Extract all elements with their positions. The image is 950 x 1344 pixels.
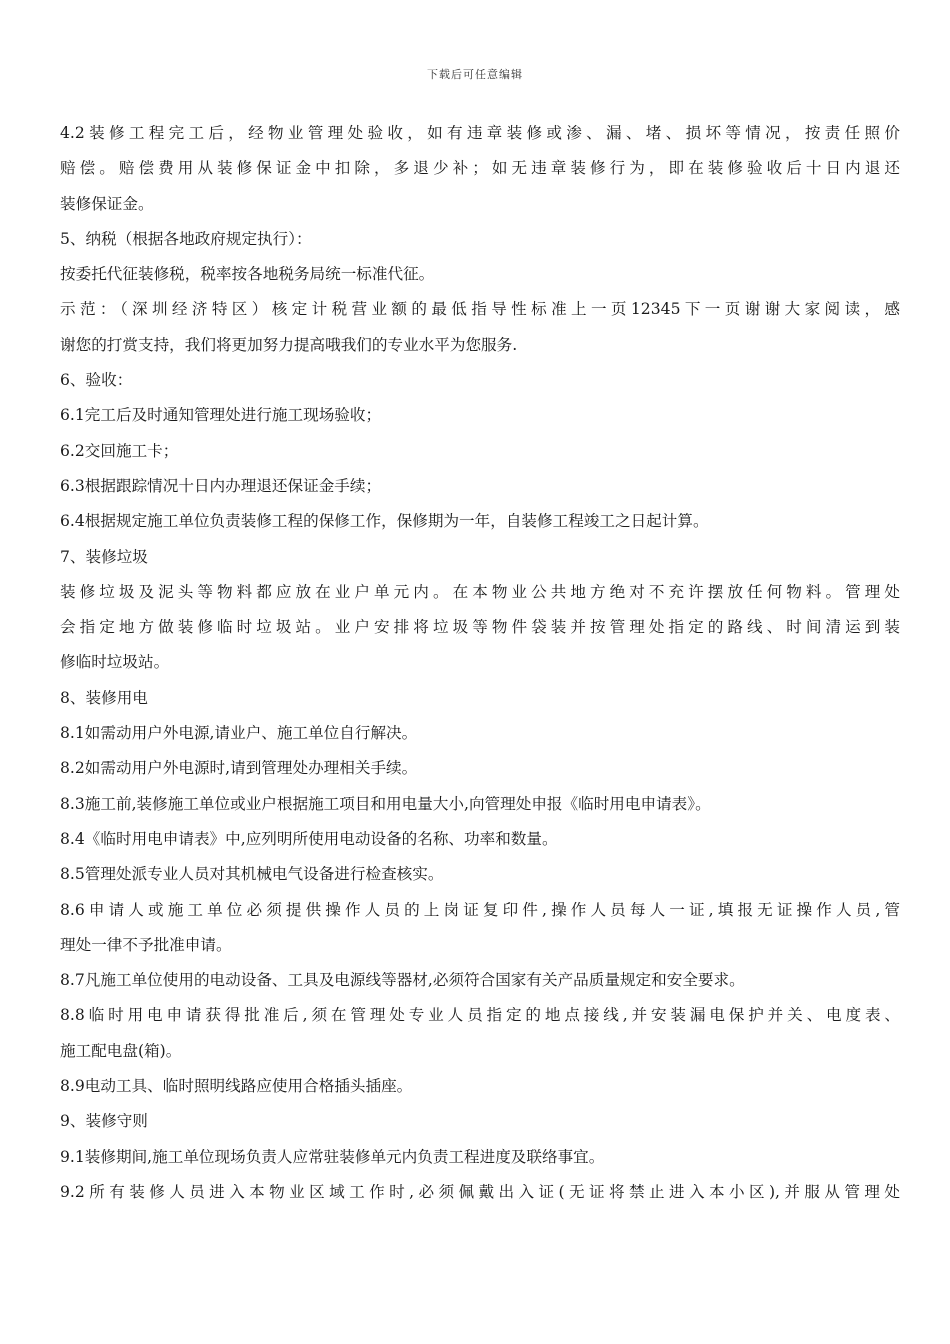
paragraph-line: 8.2如需动用户外电源时,请到管理处办理相关手续。 (60, 759, 418, 778)
paragraph-line: 8.6申请人或施工单位必须提供操作人员的上岗证复印件,操作人员每人一证,填报无证操作人员,管 (60, 900, 900, 919)
page-header-note: 下载后可任意编辑 (427, 68, 523, 81)
paragraph-line: 8.8临时用电申请获得批准后,须在管理处专业人员指定的地点接线,并安装漏电保护并关、电度表、 (60, 1006, 900, 1025)
paragraph-line: 8.1如需动用户外电源,请业户、施工单位自行解决。 (60, 724, 418, 743)
paragraph-line: 示范：（深圳经济特区）核定计税营业额的最低指导性标准上一页12345下一页谢谢大家阅读，感 (60, 300, 900, 319)
paragraph-line: 6.3根据跟踪情况十日内办理退还保证金手续； (60, 476, 382, 495)
paragraph-line: 6.1完工后及时通知管理处进行施工现场验收； (60, 406, 382, 425)
paragraph-line: 8.5管理处派专业人员对其机械电气设备进行检查核实。 (60, 865, 444, 884)
paragraph-line: 按委托代征装修税，税率按各地税务局统一标准代征。 (60, 265, 435, 284)
section-heading: 6、验收： (60, 371, 133, 390)
paragraph-line: 装修垃圾及泥头等物料都应放在业户单元内。在本物业公共地方绝对不充许摆放任何物料。管理处 (60, 582, 900, 601)
section-heading: 5、纳税（根据各地政府规定执行）： (60, 229, 312, 248)
section-heading: 7、装修垃圾 (60, 547, 148, 566)
paragraph-line: 6.2交回施工卡； (60, 441, 179, 460)
paragraph-line: 8.4《临时用电申请表》中,应列明所使用电动设备的名称、功率和数量。 (60, 829, 558, 848)
paragraph-line: 谢您的打赏支持，我们将更加努力提高哦我们的专业水平为您服务. (60, 335, 518, 354)
paragraph-line: 施工配电盘(箱)。 (60, 1041, 182, 1060)
paragraph-line: 8.9电动工具、临时照明线路应使用合格插头插座。 (60, 1077, 413, 1096)
paragraph-line: 修临时垃圾站。 (60, 653, 170, 672)
paragraph-line: 装修保证金。 (60, 194, 154, 213)
paragraph-line: 会指定地方做装修临时垃圾站。业户安排将垃圾等物件袋装并按管理处指定的路线、时间清运到装 (60, 618, 900, 637)
paragraph-line: 9.2所有装修人员进入本物业区域工作时,必须佩戴出入证(无证将禁止进入本小区),并服从管理处 (60, 1182, 900, 1201)
section-heading: 8、装修用电 (60, 688, 148, 707)
paragraph-line: 6.4根据规定施工单位负责装修工程的保修工作，保修期为一年，自装修工程竣工之日起计算。 (60, 512, 709, 531)
section-heading: 9、装修守则 (60, 1112, 148, 1131)
paragraph-line: 4.2装修工程完工后，经物业管理处验收，如有违章装修或渗、漏、堵、损坏等情况，按责任照价 (60, 124, 900, 142)
paragraph-line: 8.7凡施工单位使用的电动设备、工具及电源线等器材,必须符合国家有关产品质量规定和安全要求。 (60, 971, 745, 990)
document-body (60, 116, 900, 1210)
paragraph-line: 9.1装修期间,施工单位现场负责人应常驻装修单元内负责工程进度及联络事宜。 (60, 1147, 605, 1166)
paragraph-line: 理处一律不予批准申请。 (60, 935, 232, 954)
paragraph-line: 8.3施工前,装修施工单位或业户根据施工项目和用电量大小,向管理处申报《临时用电申请表》。 (60, 794, 711, 813)
paragraph-line: 赔偿。赔偿费用从装修保证金中扣除，多退少补；如无违章装修行为，即在装修验收后十日内退还 (60, 159, 900, 178)
